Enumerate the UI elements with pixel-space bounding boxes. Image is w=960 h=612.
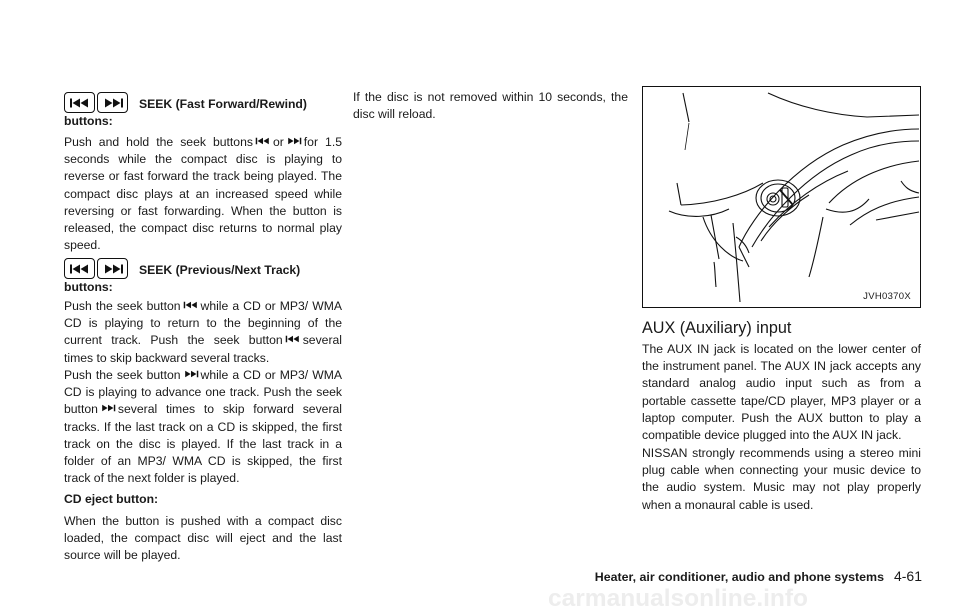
skip-forward-icon [97, 258, 128, 279]
skip-back-icon [183, 301, 199, 309]
skip-back-icon [255, 137, 271, 145]
seek-next-paragraph: Push the seek button while a CD or MP3/ WMA CD is playing to advance one track. Push the seek button several times to skip forward several tracks. If the last track on a CD is skipped, the first track on the disc is played. If the last track in a folder of an MP3/ WMA CD is skipped, the first track of the next folder is played. [64, 368, 342, 486]
section-title: Heater, air conditioner, audio and phone systems [594, 570, 884, 584]
eject-paragraph: When the button is pushed with a compact disc loaded, the compact disc will eject and the last source will be played. [64, 514, 342, 563]
aux-jack-illustration [642, 86, 921, 308]
figure-code: JVH0370X [863, 291, 911, 302]
seek-pn-suffix: buttons: [64, 280, 113, 294]
aux-paragraph-1: The AUX IN jack is located on the lower center of the instrument panel. The AUX IN jack accepts any standard analog audio input such as from a portable cassette tape/CD player, MP3 player or a laptop computer. Push the AUX button to play a compatible device plugged into the AUX IN jack. [642, 342, 921, 443]
skip-forward-icon [183, 370, 199, 378]
reload-paragraph: If the disc is not removed within 10 seconds, the disc will reload. [353, 90, 628, 122]
seek-ff-paragraph: Push and hold the seek buttons or for 1.5 seconds while the compact disc is playing to reverse or fast forward the track being played. The compact disc plays at an increased speed while reversing or fast forwarding. When the button is released, the compact disc returns to normal play speed. [64, 135, 342, 253]
skip-back-icon [64, 258, 95, 279]
aux-heading: AUX (Auxiliary) input [642, 319, 792, 337]
seek-ff-heading [64, 89, 342, 113]
seek-pn-heading [64, 255, 342, 279]
seek-prev-paragraph: Push the seek button while a CD or MP3/ WMA CD is playing to return to the beginning of the current track. Push the seek button several times to skip backward several tracks. [64, 299, 342, 365]
watermark: carmanualsonline.info [548, 585, 809, 612]
seek-ff-suffix: buttons: [64, 114, 113, 128]
instrument-panel-drawing [643, 87, 920, 307]
seek-pn-title: SEEK (Previous/Next Track) [139, 263, 301, 277]
page-number: 4-61 [893, 568, 922, 584]
skip-back-icon [285, 335, 301, 343]
skip-forward-icon [100, 404, 116, 412]
skip-back-icon [64, 92, 95, 113]
page-footer [595, 568, 922, 584]
seek-ff-title: SEEK (Fast Forward/Rewind) [139, 97, 307, 111]
skip-forward-icon [97, 92, 128, 113]
aux-paragraph-2: NISSAN strongly recommends using a stereo mini plug cable when connecting your music device to the audio system. Music may not play properly when a monaural cable is used. [642, 446, 921, 512]
eject-heading: CD eject button: [64, 492, 159, 506]
skip-forward-icon [286, 137, 302, 145]
